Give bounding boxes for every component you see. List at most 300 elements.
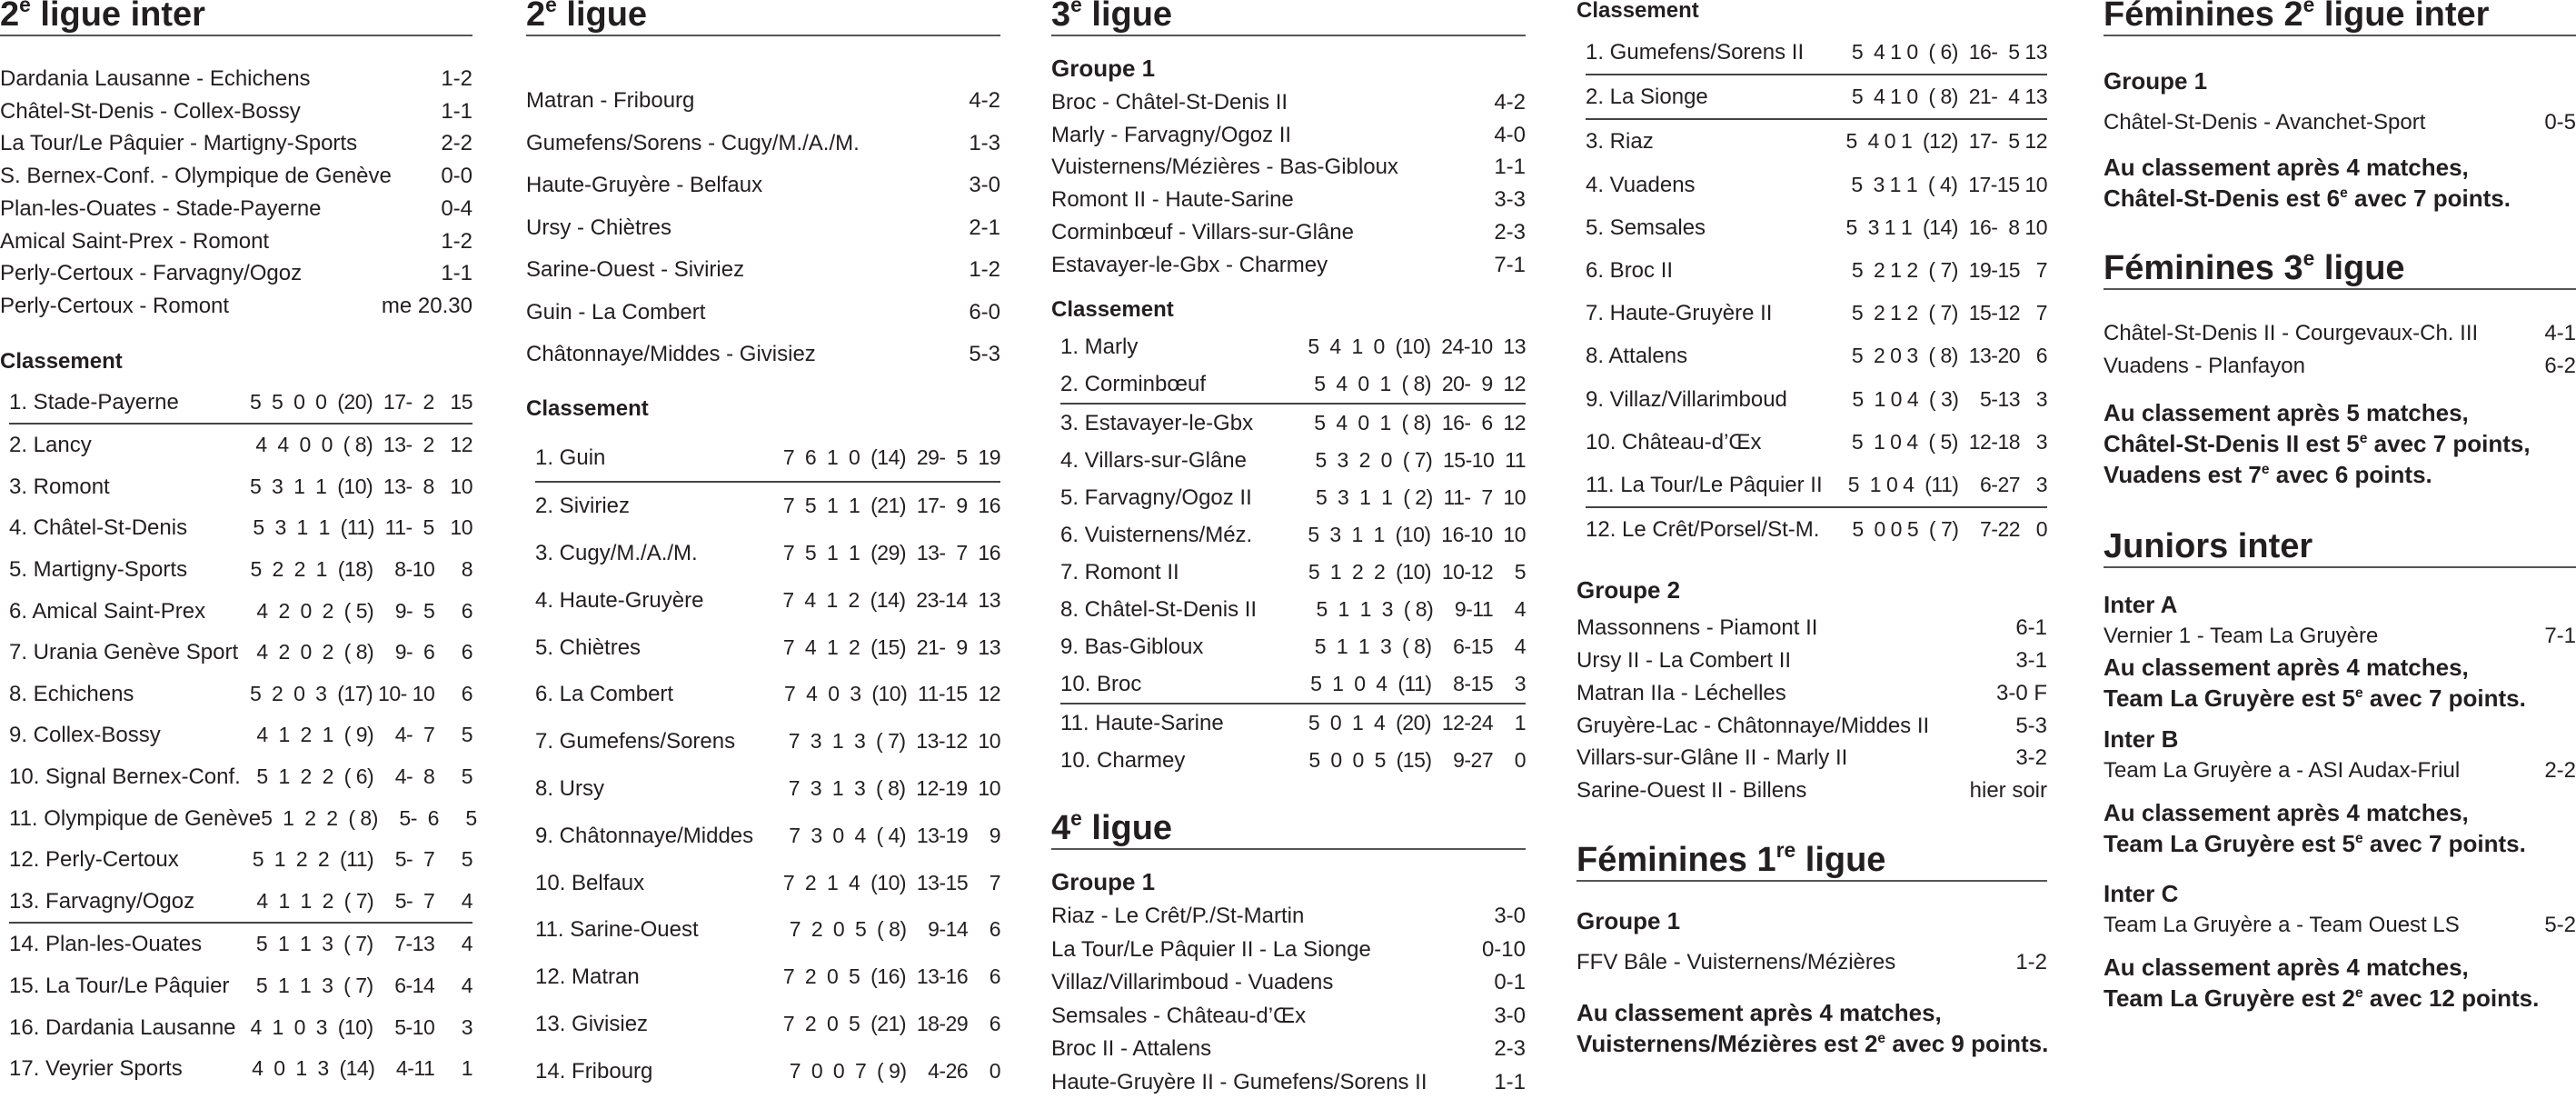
team-stats: 5 3 1 1 (10) 13- 8 10 [249, 474, 472, 498]
team-stats: 7 2 0 5 ( 8) 9-14 6 [789, 917, 1000, 942]
team-stats: 5 4 1 0 ( 8) 21- 4 13 [1851, 85, 2047, 109]
team-stats: 5 2 2 1 (18) 8-10 8 [250, 557, 472, 581]
standings-row [1586, 421, 2047, 464]
standings-row [1060, 328, 1526, 365]
score: 6-1 [2015, 615, 2047, 641]
team-stats: 5 3 1 1 (14) 16- 8 10 [1845, 215, 2047, 239]
note-line: Au classement après 4 matches, [2104, 954, 2469, 981]
team-stats: 5 3 2 0 ( 7) 15-10 11 [1315, 448, 1526, 473]
team-stats: 5 4 1 0 ( 6) 16- 5 13 [1851, 40, 2047, 64]
team-stats: 5 1 0 4 (11) 6-27 3 [1847, 473, 2047, 497]
col-2e-ligue [526, 0, 1000, 1095]
match: Riaz - Le Crêt/P./St-Martin [1051, 904, 1305, 929]
note-line [2104, 459, 2576, 490]
score: 0-5 [2544, 110, 2576, 135]
title-sup: e [19, 0, 31, 17]
team-stats: 4 2 0 2 ( 8) 9- 6 6 [256, 640, 472, 664]
standings-row [535, 718, 1000, 765]
team-name: 9. Bas-Gibloux [1060, 634, 1204, 660]
standings-row [9, 466, 472, 508]
standings-row [535, 906, 1000, 954]
title-text-rest: ligue inter [2314, 0, 2490, 34]
standings-row [1060, 665, 1526, 704]
match: S. Bernex-Conf. - Olympique de Genève [0, 164, 392, 189]
team-name: 12. Matran [535, 964, 640, 990]
classement-heading: Classement [1051, 297, 1174, 323]
note-text: avec 7 points. [2362, 830, 2526, 857]
team-name: 2. Siviriez [535, 494, 631, 519]
col-feminines-juniors [2104, 0, 2576, 1014]
title-text-rest: ligue inter [30, 0, 205, 34]
score: 2-3 [1494, 1036, 1526, 1062]
standings-row [535, 954, 1000, 1001]
standings-row [535, 435, 1000, 484]
match: Broc - Châtel-St-Denis II [1051, 90, 1288, 115]
score: 7-1 [1494, 252, 1526, 277]
match: Guin - La Combert [526, 299, 706, 325]
team-name: 2. Lancy [9, 433, 92, 458]
standings-table [1576, 31, 2047, 551]
title-sup: e [1070, 0, 1082, 17]
team-name: 10. Château-d’Œx [1586, 429, 1762, 455]
standings-row [535, 624, 1000, 672]
title-text: 2 [0, 0, 20, 34]
team-name: 10. Broc [1060, 672, 1142, 697]
result-row [0, 63, 472, 95]
standings-row [9, 591, 472, 633]
team-name: 6. Vuisternens/Méz. [1060, 523, 1253, 548]
result-row [2104, 350, 2576, 383]
result-row [1576, 612, 2047, 644]
team-name: 5. Martigny-Sports [9, 557, 188, 582]
team-name: 16. Dardania Lausanne [9, 1014, 236, 1040]
note-line [2104, 183, 2576, 214]
team-name: 7. Haute-Gruyère II [1586, 301, 1773, 326]
score: 6-0 [969, 299, 1000, 325]
standings-row [9, 425, 472, 466]
result-row [1576, 710, 2047, 743]
match: Gumefens/Sorens - Cugy/M./A./M. [526, 130, 860, 155]
team-stats: 7 2 0 5 (21) 18-29 6 [782, 1012, 1000, 1036]
standings-row [1060, 591, 1526, 628]
team-stats: 7 3 0 4 ( 4) 13-19 9 [789, 823, 1000, 847]
team-name: 8. Attalens [1586, 344, 1688, 369]
team-stats: 4 0 1 3 (14) 4-11 1 [252, 1056, 472, 1081]
team-stats: 7 6 1 0 (14) 29- 5 19 [782, 445, 1000, 469]
match: Sarine-Ouest II - Billens [1576, 777, 1807, 803]
classement-heading: Classement [526, 395, 649, 421]
team-name: 1. Stade-Payerne [9, 389, 179, 415]
standings-row [1060, 442, 1526, 479]
note-sup: e [2340, 185, 2348, 201]
result-row [526, 249, 1000, 292]
score: 2-3 [1494, 219, 1526, 245]
score: 5-3 [969, 342, 1000, 366]
match: Haute-Gruyère II - Gumefens/Sorens II [1051, 1069, 1427, 1094]
team-stats: 5 1 0 4 (11) 8-15 3 [1310, 672, 1526, 696]
note-text: Team La Gruyère est 2 [2104, 984, 2355, 1012]
team-stats: 7 2 1 4 (10) 13-15 7 [782, 870, 1000, 894]
team-stats: 5 4 0 1 (12) 17- 5 12 [1845, 129, 2047, 154]
team-stats: 4 2 0 2 ( 5) 9- 5 6 [256, 598, 472, 623]
standings-row [9, 965, 472, 1007]
note-line [2104, 828, 2576, 859]
note-line: Au classement après 4 matches, [2104, 654, 2469, 681]
title-sup: e [1070, 806, 1082, 831]
standings-row [1060, 628, 1526, 665]
standings-table [1051, 328, 1526, 779]
team-name: 10. Charmey [1060, 748, 1186, 774]
team-name: 8. Echichens [9, 681, 134, 706]
team-name: 7. Gumefens/Sorens [535, 729, 736, 754]
match: Villaz/Villarimboud - Vuadens [1051, 970, 1334, 995]
standings-row [535, 530, 1000, 577]
score: 3-1 [2015, 648, 2047, 674]
team-name: 2. Corminbœuf [1060, 372, 1207, 397]
match: Ursy II - La Combert II [1576, 648, 1792, 674]
standings-row [535, 483, 1000, 530]
title-text: Féminines 2 [2104, 0, 2303, 34]
match: Semsales - Château-d’Œx [1051, 1003, 1307, 1028]
match: Dardania Lausanne - Echichens [0, 66, 311, 91]
col-2e-ligue-inter [0, 0, 477, 1090]
inter-a-heading: Inter A [2104, 591, 2178, 618]
match: Estavayer-le-Gbx - Charmey [1051, 252, 1328, 277]
result-row [1051, 1066, 1526, 1099]
team-stats: 7 4 1 2 (14) 23-14 13 [782, 587, 1000, 612]
score: 4-0 [1494, 122, 1526, 147]
note-text: avec 7 points, [2367, 430, 2531, 457]
result-row [526, 165, 1000, 207]
match: Team La Gruyère a - Team Ouest LS [2104, 913, 2460, 937]
team-stats: 5 3 1 1 (10) 16-10 10 [1308, 523, 1526, 547]
match: La Tour/Le Pâquier - Martigny-Sports [0, 131, 358, 156]
team-stats: 5 4 0 1 ( 8) 16- 6 12 [1314, 411, 1526, 435]
note-text: Team La Gruyère est 5 [2104, 830, 2355, 857]
score: 1-1 [1494, 1069, 1526, 1094]
standings-table [0, 382, 477, 1090]
standings-row [9, 881, 472, 924]
result-row [2104, 621, 2576, 652]
inter-b-heading: Inter B [2104, 725, 2179, 753]
score: 4-2 [1494, 90, 1526, 115]
score: 4-2 [969, 88, 1000, 113]
match: Châtonnaye/Middes - Givisiez [526, 342, 816, 366]
note-text: Châtel-St-Denis est 6 [2104, 185, 2341, 212]
title-text-rest: ligue [556, 0, 648, 34]
team-name: 3. Cugy/M./A./M. [535, 541, 698, 566]
note-text: Vuadens est 7 [2104, 461, 2262, 488]
result-row [2104, 106, 2576, 139]
standings-row [1060, 479, 1526, 516]
group-heading: Groupe 1 [1576, 906, 1681, 934]
score: 3-2 [2015, 745, 2047, 771]
score: 5-2 [2544, 913, 2576, 937]
match: Châtel-St-Denis II - Courgevaux-Ch. III [2104, 321, 2479, 345]
team-name: 1. Guin [535, 445, 606, 470]
team-name: 3. Estavayer-le-Gbx [1060, 411, 1254, 436]
note-sup: e [2359, 430, 2368, 446]
match: Vernier 1 - Team La Gruyère [2104, 624, 2379, 648]
score: 3-0 [969, 173, 1000, 197]
section-title-4e-ligue [1051, 806, 1526, 850]
team-stats: 5 1 1 3 ( 8) 9-11 4 [1316, 597, 1526, 622]
score: 2-2 [2544, 758, 2576, 783]
ranking-note [2104, 397, 2576, 490]
standings-row [535, 671, 1000, 718]
standings-row [535, 860, 1000, 907]
team-name: 5. Chiètres [535, 634, 642, 660]
results-list [2104, 106, 2576, 139]
ranking-note [1576, 997, 2047, 1059]
team-name: 4. Châtel-St-Denis [9, 515, 188, 541]
standings-row [9, 1048, 472, 1090]
team-stats: 7 5 1 1 (29) 13- 7 16 [782, 541, 1000, 565]
standings-row [9, 507, 472, 549]
standings-row [1060, 554, 1526, 591]
score: 1-2 [2015, 949, 2047, 974]
team-name: 11. Sarine-Ouest [535, 917, 699, 943]
score: 5-3 [2015, 713, 2047, 738]
result-row [0, 160, 472, 193]
team-stats: 5 0 1 4 (20) 12-24 1 [1308, 711, 1526, 735]
result-row [0, 257, 472, 290]
team-stats: 5 3 1 1 ( 2) 11- 7 10 [1315, 485, 1526, 510]
result-row [2104, 317, 2576, 350]
title-text-rest: ligue [2314, 249, 2405, 287]
match: Perly-Certoux - Romont [0, 293, 230, 318]
classement-heading: Classement [1576, 0, 1699, 23]
standings-row [9, 839, 472, 881]
title-text-rest: ligue [1081, 809, 1173, 848]
score: 2-1 [969, 215, 1000, 240]
score: 3-0 [1494, 904, 1526, 929]
match: Haute-Gruyère - Belfaux [526, 173, 763, 197]
team-stats: 5 1 2 2 ( 8) 5- 6 5 [261, 805, 477, 830]
team-name: 4. Haute-Gruyère [535, 587, 704, 613]
title-text: 3 [1051, 0, 1071, 34]
team-name: 13. Farvagny/Ogoz [9, 888, 195, 914]
match: Plan-les-Ouates - Stade-Payerne [0, 195, 322, 221]
standings-row [535, 813, 1000, 860]
match: Gruyère-Lac - Châtonnaye/Middes II [1576, 713, 1930, 738]
result-row [0, 225, 472, 258]
match: Amical Saint-Prex - Romont [0, 228, 270, 254]
section-title [1051, 0, 1526, 36]
standings-row [1586, 120, 2047, 163]
results-list [1051, 86, 1526, 281]
note-text: Team La Gruyère est 5 [2104, 684, 2355, 712]
title-text: 4 [1051, 809, 1071, 848]
standings-row [1586, 31, 2047, 75]
standings-row [9, 714, 472, 756]
team-name: 12. Perly-Certoux [9, 847, 179, 873]
result-row [1051, 1000, 1526, 1034]
note-line: Au classement après 4 matches, [2104, 154, 2469, 181]
team-stats: 5 1 1 3 ( 7) 7-13 4 [255, 932, 472, 956]
match: Vuadens - Planfayon [2104, 354, 2305, 378]
note-sup: e [2261, 461, 2270, 477]
title-text: 2 [526, 0, 546, 34]
standings-row [1586, 249, 2047, 292]
result-row [526, 207, 1000, 250]
team-stats: 7 3 1 3 ( 7) 13-12 10 [788, 729, 1000, 754]
team-name: 8. Châtel-St-Denis II [1060, 597, 1258, 623]
team-name: 9. Villaz/Villarimboud [1586, 386, 1787, 412]
results-list [2104, 317, 2576, 383]
score: 4-1 [2544, 321, 2576, 345]
classement-heading: Classement [0, 348, 123, 374]
result-row [1051, 1033, 1526, 1066]
team-name: 1. Marly [1060, 335, 1139, 360]
standings-row [1060, 704, 1526, 742]
result-row [1051, 184, 1526, 216]
result-row [0, 290, 472, 323]
section-title-juniors-inter: Juniors inter [2104, 528, 2576, 568]
standings-row [535, 765, 1000, 813]
team-stats: 4 1 0 3 (10) 5-10 3 [250, 1014, 472, 1039]
team-name: 11. La Tour/Le Pâquier II [1586, 473, 1823, 498]
result-row [2104, 755, 2576, 786]
team-name: 3. Riaz [1586, 129, 1654, 155]
score: 7-1 [2544, 624, 2576, 648]
team-name: 7. Romont II [1060, 560, 1179, 585]
ranking-note [2104, 152, 2576, 214]
score: hier soir [1969, 777, 2047, 803]
team-name: 2. La Sionge [1586, 85, 1708, 110]
standings-row [9, 382, 472, 425]
note-line: Au classement après 4 matches, [2104, 799, 2469, 826]
team-stats: 5 2 0 3 (17) 10- 10 6 [249, 681, 472, 705]
match: Châtel-St-Denis - Avanchet-Sport [2104, 110, 2426, 135]
match: La Tour/Le Pâquier II - La Sionge [1051, 936, 1371, 962]
col-4e-ligue-suite [1576, 0, 2047, 1059]
result-row [1576, 742, 2047, 774]
team-name: 17. Veyrier Sports [9, 1056, 183, 1082]
team-stats: 7 5 1 1 (21) 17- 9 16 [782, 494, 1000, 518]
standings-row [535, 1001, 1000, 1048]
team-stats: 5 1 2 2 (10) 10-12 5 [1308, 560, 1526, 584]
team-stats: 5 4 0 1 ( 8) 20- 9 12 [1314, 372, 1526, 396]
standings-row [1060, 365, 1526, 405]
match: Châtel-St-Denis - Collex-Bossy [0, 98, 301, 124]
score: 3-3 [1494, 187, 1526, 213]
team-name: 1. Gumefens/Sorens II [1586, 40, 1805, 65]
team-stats: 7 4 1 2 (15) 21- 9 13 [782, 634, 1000, 659]
score: 3-0 F [1995, 680, 2047, 705]
score: 1-2 [441, 66, 472, 91]
team-name: 14. Fribourg [535, 1058, 653, 1084]
score: 1-1 [441, 261, 472, 286]
match: Perly-Certoux - Farvagny/Ogoz [0, 261, 303, 286]
team-stats: 5 3 1 1 ( 4) 17-15 10 [1851, 172, 2047, 196]
standings-row [1586, 206, 2047, 249]
title-sup: e [2302, 0, 2315, 17]
team-name: 6. Amical Saint-Prex [9, 598, 206, 624]
score: 1-1 [441, 98, 472, 124]
note-sup: e [2355, 830, 2363, 846]
standings-row [1060, 516, 1526, 554]
note-text: Vuisternens/Mézières est 2 [1576, 1029, 1878, 1057]
team-stats: 4 4 0 0 ( 8) 13- 2 12 [255, 433, 472, 457]
standings-table [526, 435, 1000, 1095]
note-line [2104, 683, 2576, 714]
result-row [1051, 249, 1526, 282]
match: FFV Bâle - Vuisternens/Mézières [1576, 949, 1896, 974]
note-line: Au classement après 4 matches, [1576, 998, 1942, 1026]
section-title [0, 0, 472, 36]
score: 3-0 [1494, 1003, 1526, 1028]
score: 2-2 [441, 131, 472, 156]
section-title-feminines-2e [2104, 0, 2576, 36]
section-title-feminines-3e [2104, 246, 2576, 290]
results-list [526, 80, 1000, 376]
result-row [1576, 644, 2047, 677]
standings-row [1586, 164, 2047, 206]
team-name: 11. Olympique de Genève [9, 805, 262, 831]
team-stats: 5 1 2 2 (11) 5- 7 5 [252, 847, 472, 872]
result-row [1051, 86, 1526, 119]
result-row [526, 123, 1000, 165]
note-line [2104, 428, 2576, 459]
team-stats: 7 0 0 7 ( 9) 4-26 0 [789, 1058, 1000, 1083]
inter-c-heading: Inter C [2104, 880, 2179, 907]
note-line [1576, 1028, 2047, 1059]
note-line: Au classement après 5 matches, [2104, 399, 2469, 426]
team-name: 15. La Tour/Le Pâquier [9, 973, 230, 998]
title-text: Féminines 1 [1576, 840, 1776, 879]
match: Massonnens - Piamont II [1576, 615, 1818, 641]
result-row [1051, 900, 1526, 934]
score: 0-1 [1494, 970, 1526, 995]
match: Matran IIa - Léchelles [1576, 680, 1786, 705]
note-text: avec 12 points. [2362, 984, 2540, 1012]
group-heading: Groupe 2 [1576, 576, 1681, 604]
note-text: Châtel-St-Denis II est 5 [2104, 430, 2360, 457]
group-heading: Groupe 1 [1051, 868, 1156, 896]
team-name: 4. Villars-sur-Glâne [1060, 448, 1247, 474]
match: Team La Gruyère a - ASI Audax-Friul [2104, 758, 2461, 783]
team-name: 8. Ursy [535, 776, 605, 802]
result-row [2104, 910, 2576, 941]
team-name: 7. Urania Genève Sport [9, 640, 239, 665]
group-heading: Groupe 1 [1051, 55, 1156, 82]
team-name: 6. Broc II [1586, 258, 1674, 284]
note-sup: e [2355, 684, 2363, 701]
note-text: avec 7 points. [2347, 185, 2511, 212]
team-stats: 7 2 0 5 (16) 13-16 6 [782, 964, 1000, 989]
note-text: avec 9 points. [1885, 1029, 2049, 1057]
result-row [526, 80, 1000, 123]
team-stats: 5 1 1 3 ( 8) 6-15 4 [1314, 634, 1526, 659]
team-stats: 5 2 0 3 ( 8) 13-20 6 [1851, 344, 2047, 368]
result-row [0, 127, 472, 160]
match: Villars-sur-Glâne II - Marly II [1576, 745, 1848, 771]
standings-row [1060, 405, 1526, 442]
title-text-rest: ligue [1081, 0, 1173, 34]
standings-row [9, 632, 472, 674]
result-row [1576, 677, 2047, 710]
team-name: 11. Haute-Sarine [1060, 711, 1224, 736]
score: 0-4 [441, 195, 472, 221]
match: Romont II - Haute-Sarine [1051, 187, 1294, 213]
team-name: 5. Farvagny/Ogoz II [1060, 485, 1252, 511]
standings-row [1586, 335, 2047, 377]
team-name: 6. La Combert [535, 682, 674, 707]
result-row [0, 95, 472, 128]
score: 1-3 [969, 130, 1000, 155]
team-stats: 5 2 1 2 ( 7) 19-15 7 [1851, 258, 2047, 283]
